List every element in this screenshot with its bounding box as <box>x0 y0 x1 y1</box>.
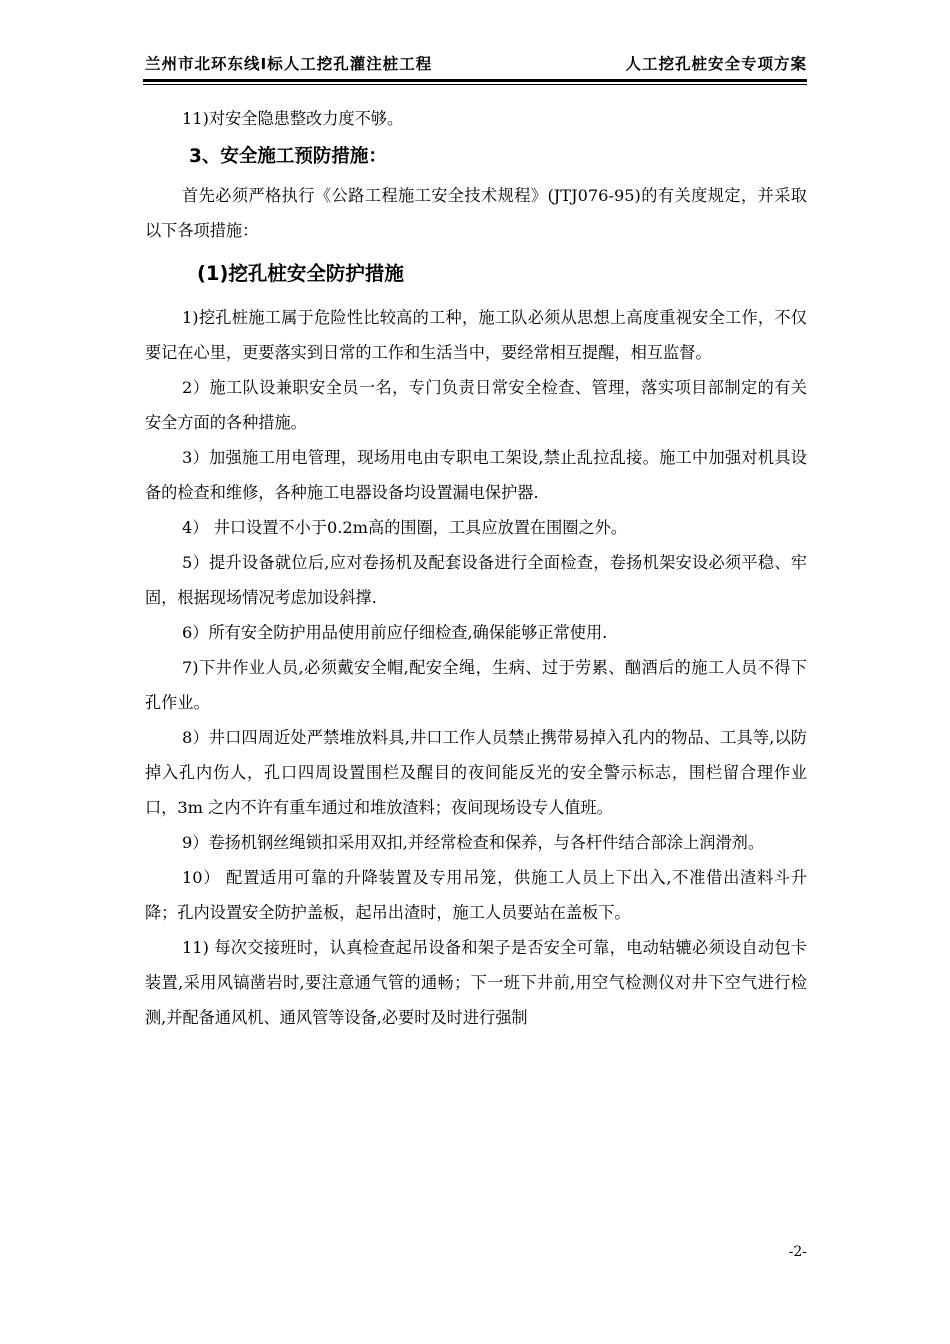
list-item-7: 7)下井作业人员,必须戴安全帽,配安全绳，生病、过于劳累、酗酒后的施工人员不得下孔作业。 <box>145 658 807 712</box>
header-rule-thin <box>143 84 807 85</box>
list-item-11: 11) 每次交接班时，认真检查起吊设备和架子是否安全可靠，电动轱辘必须设自动包卡装置,采用风镐凿岩时,要注意通气管的通畅；下一班下井前,用空气检测仪对井下空气进行检测,并配备通风机、通风管等设备,必要时及时进行强制 <box>145 938 807 1027</box>
list-item-10: 10） 配置适用可靠的升降装置及专用吊笼，供施工人员上下出入,不准借出渣料斗升降；孔内设置安全防护盖板，起吊出渣时，施工人员要站在盖板下。 <box>145 868 807 922</box>
list-item-2: 2）施工队设兼职安全员一名，专门负责日常安全检查、管理，落实项目部制定的有关安全方面的各种措施。 <box>145 378 807 432</box>
header-project-title: 兰州市北环东线Ⅰ标人工挖孔灌注桩工程 <box>145 55 433 73</box>
list-item-5: 5）提升设备就位后,应对卷扬机及配套设备进行全面检查，卷扬机架安设必须平稳、牢固，根据现场情况考虑加设斜撑. <box>145 553 807 607</box>
list-item-6: 6）所有安全防护用品使用前应仔细检查,确保能够正常使用. <box>182 623 608 642</box>
page-number: -2- <box>788 1244 807 1260</box>
section-heading: 3、安全施工预防措施： <box>189 146 387 167</box>
subsection-heading: (1)挖孔桩安全防护措施 <box>197 262 404 285</box>
list-item-4: 4） 井口设置不小于0.2m高的围圈，工具应放置在围圈之外。 <box>182 518 628 537</box>
intro-paragraph: 首先必须严格执行《公路工程施工安全技术规程》(JTJ076-95)的有关度规定，并采取以下各项措施： <box>145 186 807 240</box>
list-item-8: 8）井口四周近处严禁堆放料具,井口工作人员禁止携带易掉入孔内的物品、工具等,以防掉入孔内伤人，孔口四周设置围栏及醒目的夜间能反光的安全警示标志，围栏留合理作业口，3m 之内不许有重车通过和堆放渣料；夜间现场设专人值班。 <box>145 728 807 817</box>
document-body <box>145 101 807 1035</box>
header-rule-thick <box>143 79 807 82</box>
list-item-1: 1)挖孔桩施工属于危险性比较高的工种，施工队必须从思想上高度重视安全工作，不仅要记在心里，更要落实到日常的工作和生活当中，要经常相互提醒，相互监督。 <box>145 308 807 362</box>
list-item-9: 9）卷扬机钢丝绳锁扣采用双扣,并经常检查和保养，与各杆件结合部涂上润滑剂。 <box>182 833 765 852</box>
list-item-3: 3）加强施工用电管理，现场用电由专职电工架设,禁止乱拉乱接。施工中加强对机具设备的检查和维修，各种施工电器设备均设置漏电保护器. <box>145 448 807 502</box>
header-document-title: 人工挖孔桩安全专项方案 <box>625 55 807 73</box>
page-header <box>145 52 807 82</box>
paragraph-carryover-item-11: 11)对安全隐患整改力度不够。 <box>182 109 404 128</box>
